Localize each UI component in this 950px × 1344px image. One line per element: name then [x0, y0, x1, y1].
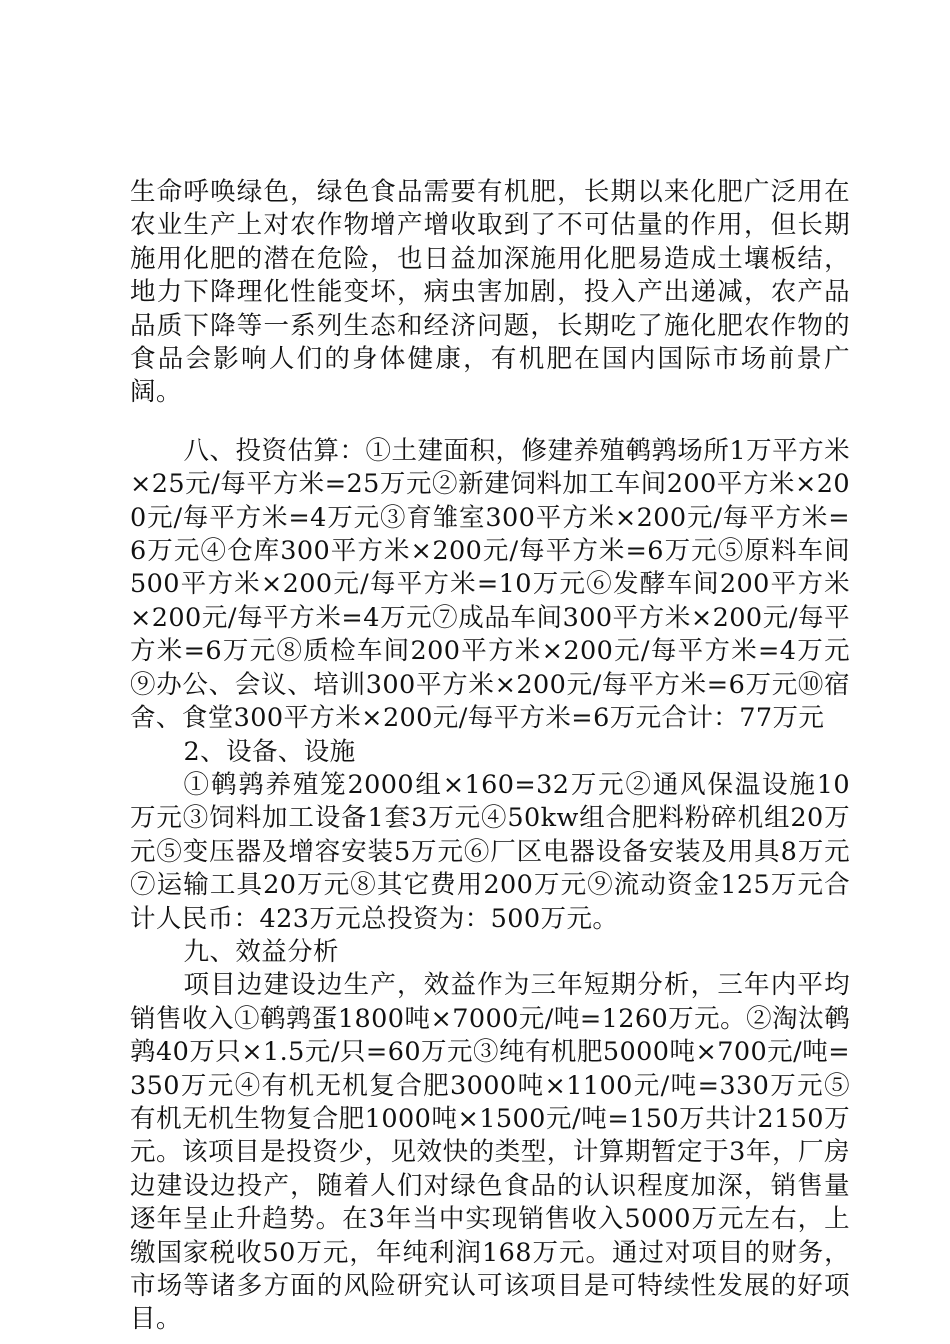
benefit-analysis-paragraph: 项目边建设边生产，效益作为三年短期分析，三年内平均销售收入①鹌鹑蛋1800吨×7000元/吨=1260万元。②淘汰鹌鹑40万只×1.5元/只=60万元③纯有机肥5000吨×700元/吨=350万元④有机无机复合肥3000吨×1100元/吨=330万元⑤有机无机生物复合肥1000吨×1500元/吨=150万共计2150万元。该项目是投资少，见效快的类型，计算期暂定于3年，厂房边建设边投产，随着人们对绿色食品的认识程度加深，销售量逐年呈止升趋势。在3年当中实现销售收入5000万元左右，上缴国家税收50万元，年纯利润168万元。通过对项目的财务，市场等诸多方面的风险研究认可该项目是可特续性发展的好项目。 — [130, 970, 850, 1335]
intro-paragraph: 生命呼唤绿色，绿色食品需要有机肥，长期以来化肥广泛用在农业生产上对农作物增产增收取到了不可估量的作用，但长期施用化肥的潜在危险，也日益加深施用化肥易造成土壤板结，地力下降理化性能变坏，病虫害加剧，投入产出递减，农产品品质下降等一系列生态和经济问题，长期吃了施化肥农作物的食品会影响人们的身体健康，有机肥在国内国际市场前景广阔。 — [130, 177, 850, 408]
benefit-heading: 九、效益分析 — [183, 936, 339, 967]
equipment-heading: 2、设备、设施 — [183, 736, 356, 767]
paragraph-spacer — [130, 410, 850, 435]
equipment-paragraph: ①鹌鹑养殖笼2000组×160=32万元②通风保温设施10万元③饲料加工设备1套3万元④50kw组合肥料粉碎机组20万元⑤变压器及增容安装5万元⑥厂区电器设备安装及用具8万元⑦运输工具20万元⑧其它费用200万元⑨流动资金125万元合计人民币：423万元总投资为：500万元。 — [130, 769, 850, 934]
investment-estimate-paragraph: 八、投资估算：①土建面积，修建养殖鹌鹑场所1万平方米×25元/每平方米=25万元②新建饲料加工车间200平方米×200元/每平方米=4万元③育雏室300平方米×200元/每平方米=6万元④仓库300平方米×200元/每平方米=6万元⑤原料车间500平方米×200元/每平方米=10万元⑥发酵车间200平方米×200元/每平方米=4万元⑦成品车间300平方米×200元/每平方米=6万元⑧质检车间200平方米×200元/每平方米=4万元⑨办公、会议、培训300平方米×200元/每平方米=6万元⑩宿舍、食堂300平方米×200元/每平方米=6万元合计：77万元 — [130, 435, 850, 734]
document-page — [130, 176, 850, 1337]
